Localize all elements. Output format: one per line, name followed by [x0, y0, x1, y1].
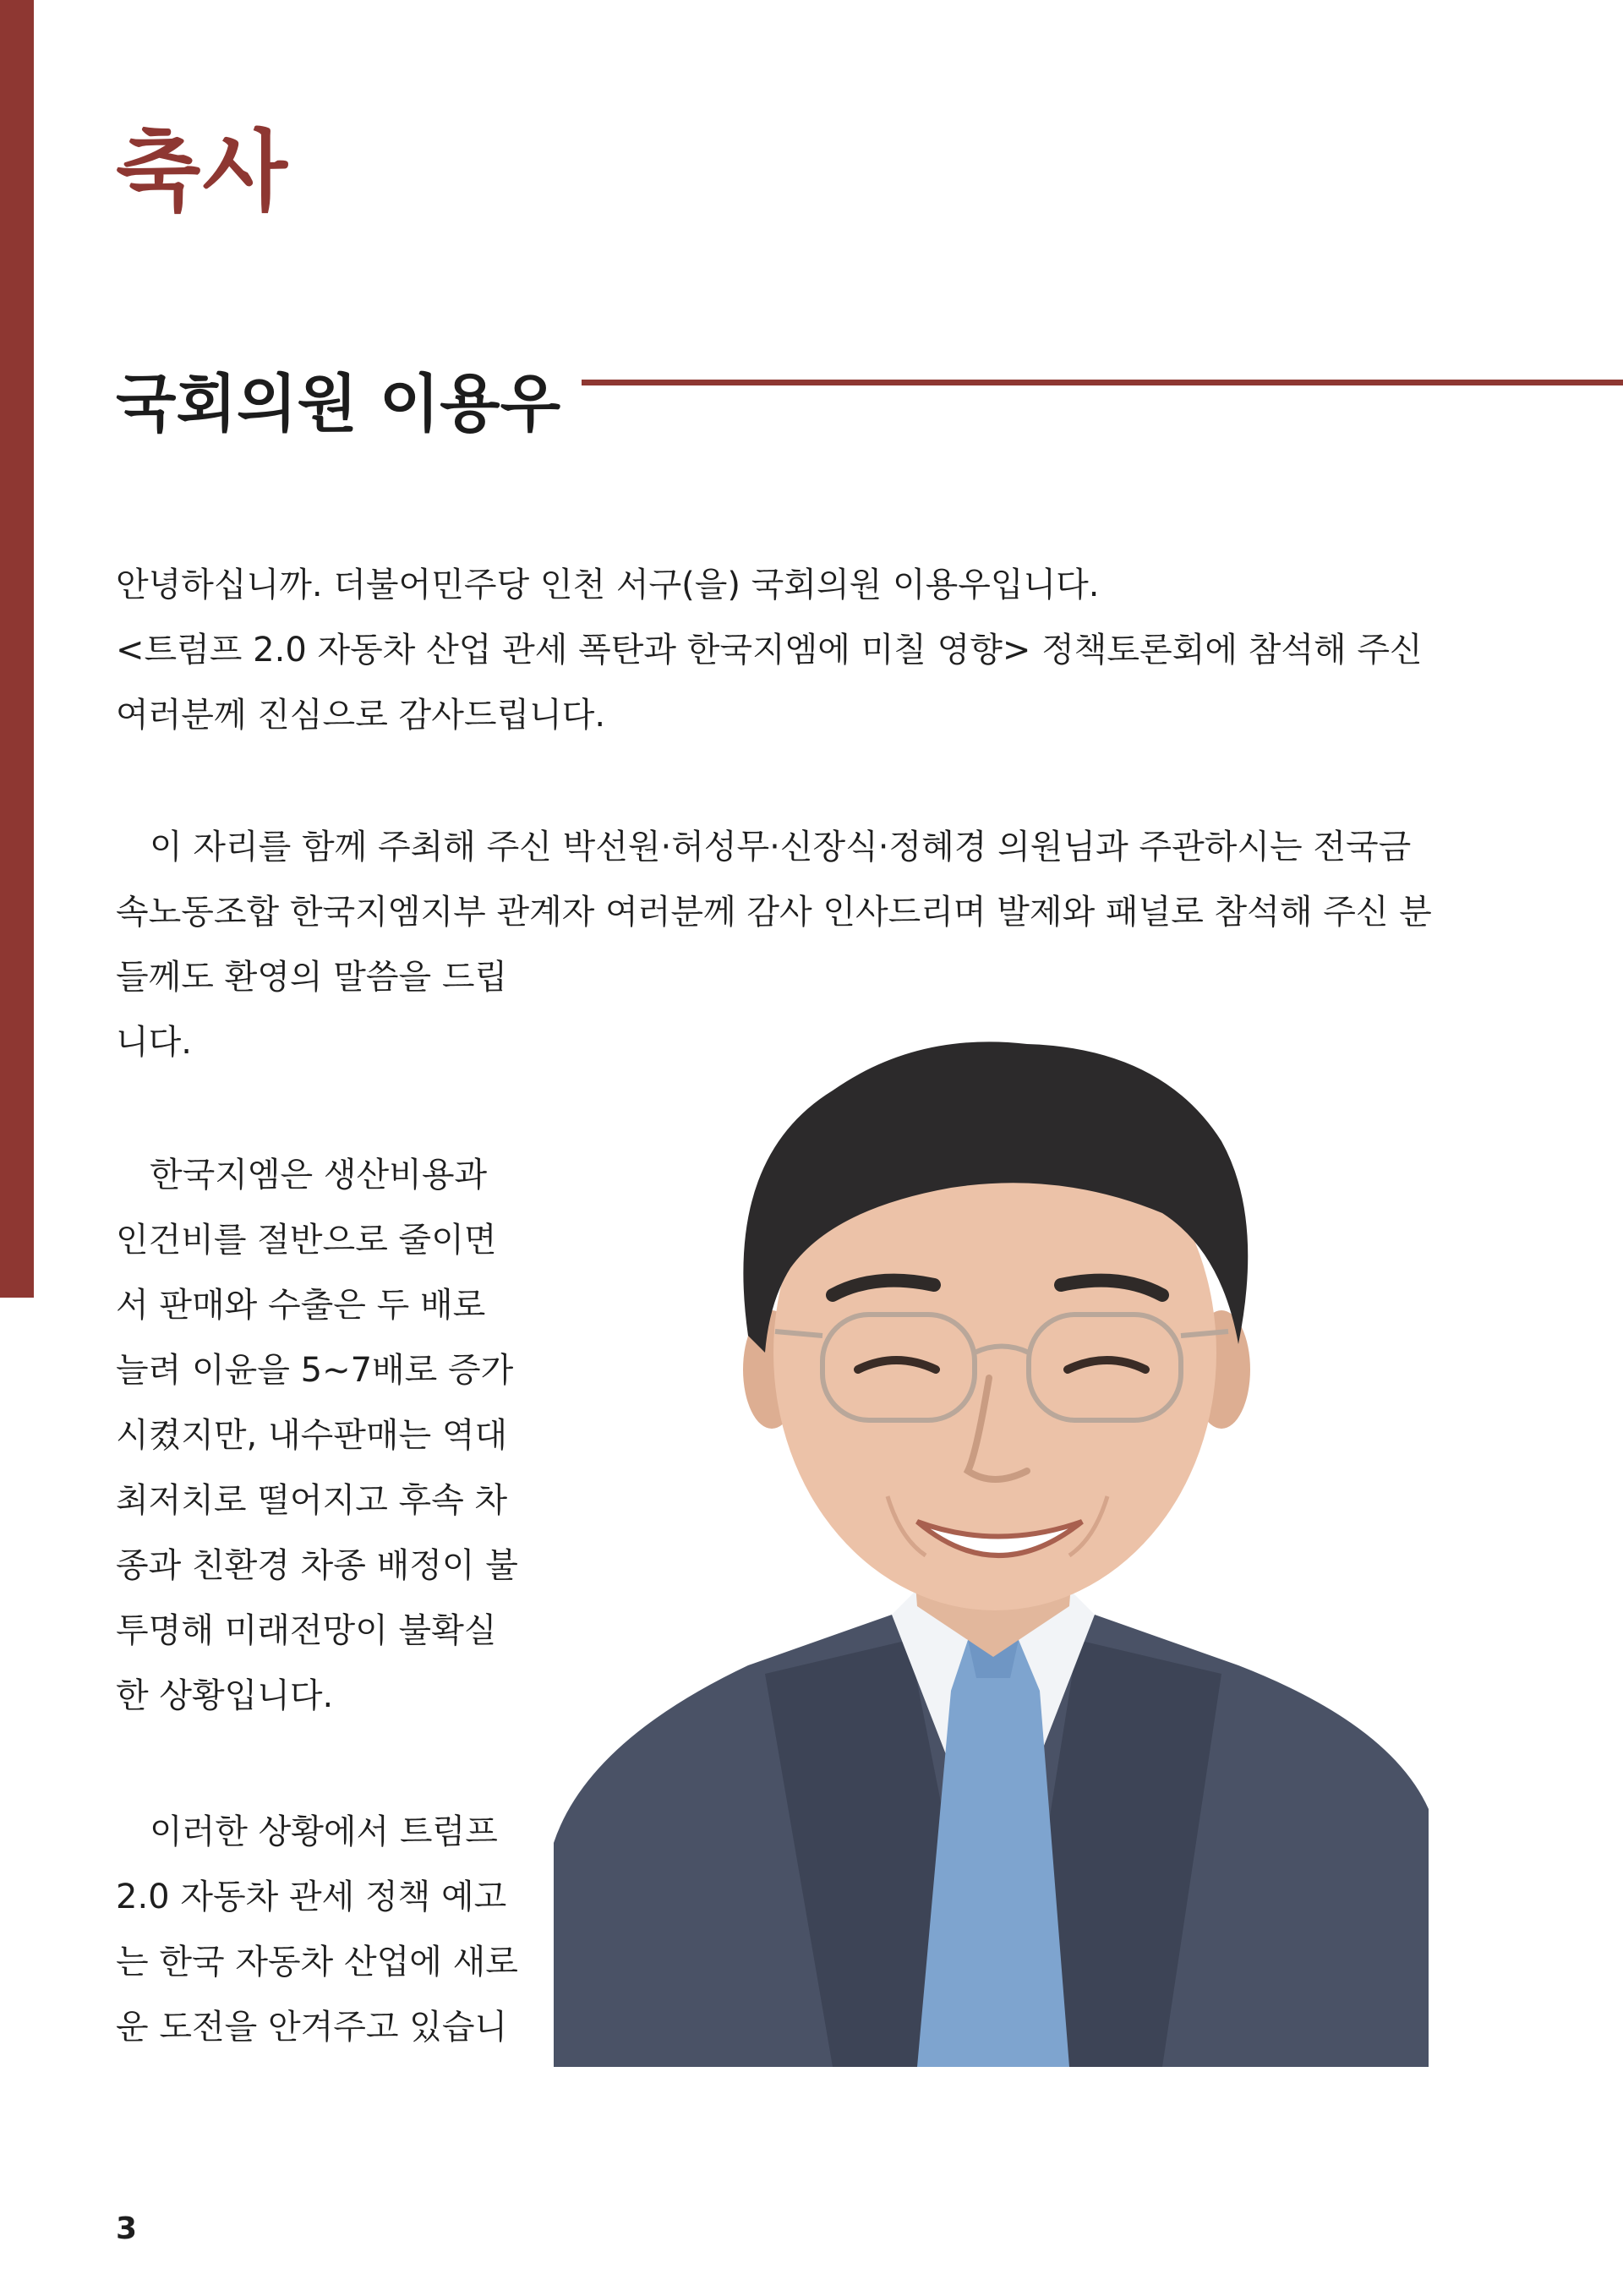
paragraph-thanks [116, 815, 1432, 1075]
text-line: 종과 친환경 차종 배정이 불 [116, 1546, 518, 1585]
speaker-name: 국회의원 이용우 [116, 368, 561, 440]
paragraph-greeting [116, 553, 1423, 748]
text-line: 들께도 환영의 말씀을 드립 [116, 958, 508, 997]
section-title: 축사 [116, 120, 289, 223]
text-line: 한 상황입니다. [116, 1676, 334, 1715]
paragraph-gm-korea-situation [116, 1143, 518, 1729]
text-line: 투명해 미래전망이 불확실 [116, 1611, 497, 1650]
title-divider-line [582, 380, 1623, 385]
text-line: 여러분께 진심으로 감사드립니다. [116, 696, 606, 735]
text-line: 이러한 상황에서 트럼프 [150, 1812, 498, 1851]
text-line: 최저치로 떨어지고 후속 차 [116, 1481, 508, 1520]
text-line: 한국지엠은 생산비용과 [150, 1156, 488, 1194]
text-line: 2.0 자동차 관세 정책 예고 [116, 1878, 507, 1916]
paragraph-tariff-challenge [116, 1800, 518, 2060]
text-line: 는 한국 자동차 산업에 새로 [116, 1943, 518, 1982]
text-line: 안녕하십니까. 더불어민주당 인천 서구(을) 국회의원 이용우입니다. [116, 566, 1100, 604]
text-line: 속노동조합 한국지엠지부 관계자 여러분께 감사 인사드리며 발제와 패널로 참석해 주신 분 [116, 893, 1432, 932]
text-line: 이 자리를 함께 주최해 주신 박선원·허성무·신장식·정혜경 의원님과 주관하시는 전국금 [150, 828, 1412, 866]
text-line: 인건비를 절반으로 줄이면 [116, 1221, 497, 1260]
text-line: 운 도전을 안겨주고 있습니 [116, 2008, 508, 2047]
text-line: 늘려 이윤을 5~7배로 증가 [116, 1351, 514, 1390]
text-line: 니다. [116, 1023, 192, 1062]
text-line: 시켰지만, 내수판매는 역대 [116, 1416, 508, 1455]
text-line: <트럼프 2.0 자동차 산업 관세 폭탄과 한국지엠에 미칠 영향> 정책토론회에 참석해 주신 [116, 631, 1423, 670]
left-accent-bar [0, 0, 34, 1298]
speaker-portrait-photo [554, 998, 1429, 2067]
text-line: 서 판매와 수출은 두 배로 [116, 1286, 486, 1325]
page-number: 3 [116, 2211, 138, 2246]
